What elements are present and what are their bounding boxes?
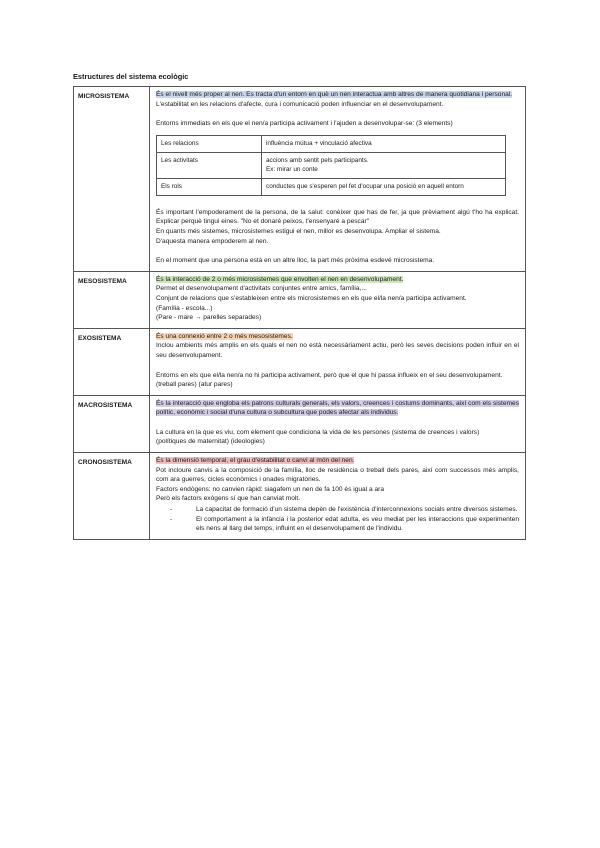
element-value-line: accions amb sentit pels participants. (266, 156, 369, 164)
crono-exogenous: Però els factors exògens sí que han canviat molt. (156, 495, 301, 503)
label-exosistema: EXOSISTEMA (74, 328, 150, 395)
table-row (157, 178, 506, 195)
element-example: Ex: mirar un conte (266, 165, 318, 173)
micro-stability: L'estabilitat en les relacions d'afecte, cura i comunicació poden influenciar en el desenvolupament. (156, 100, 444, 108)
element-key: Les relacions (157, 135, 262, 152)
exo-environments: Inclou ambients més amplis en els quals el nen no està necessàriament actiu, però les seves decisions poden influir en el seu desenvolupament. (156, 342, 519, 359)
crono-list (156, 505, 519, 534)
content-macrosistema (150, 395, 526, 452)
content-microsistema (150, 87, 526, 272)
content-cronosistema (150, 453, 526, 540)
label-microsistema: MICROSISTEMA (74, 87, 150, 272)
ecological-systems-table (73, 86, 526, 540)
macro-culture: La cultura en la que es viu, com element que condiciona la vida de les persones (sistema de creences i valors) (156, 428, 480, 436)
element-value (262, 152, 506, 178)
list-item: - El comportament a la infància i la posterior edat adulta, es veu mediat per les interaccions que experimenten els nens al llarg del temps, influint en el desenvolupament de l'individu. (196, 515, 519, 534)
element-value: influència mútua + vinculació afectiva (262, 135, 506, 152)
meso-relations: Conjunt de relacions que s'estableixen entre els microsistemes en els que el/la nen/a participa activament. (156, 294, 467, 302)
label-macrosistema: MACROSISTEMA (74, 395, 150, 452)
list-item: - La capacitat de formació d'un sistema depèn de l'existència d'interconnexions socials entre diversos sistemes. (196, 505, 519, 515)
meso-definition: És la interacció de 2 o més microsistemes que envolten el nen en desenvolupament. (156, 275, 404, 283)
element-value: conductes que s'esperen pel fet d'ocupar una posició en aquell entorn (262, 178, 506, 195)
micro-elements-table (156, 135, 506, 196)
micro-location: En el moment que una persona està en un altre lloc, la part més pròxima esdevé microsistema. (156, 257, 435, 265)
micro-definition: És el nivell més proper al nen. Es tracta d'un entorn en què un nen interactua amb altres de manera quotidiana i personal. (156, 91, 513, 98)
label-cronosistema: CRONOSISTEMA (74, 453, 150, 540)
row-exosistema (74, 328, 526, 395)
crono-changes: Pot incloure canvis a la composició de la família, lloc de residència o treball dels pares, així com successos més amplis, com ara guerres, cicles econòmics i onades migratòries. (156, 466, 519, 484)
content-exosistema (150, 328, 526, 395)
row-mesosistema (74, 271, 526, 328)
meso-example-1: (Família - escola...) (156, 304, 213, 312)
crono-definition: És la dimensió temporal, el grau d'estabilitat o canvi al món del nen. (156, 457, 355, 465)
exo-participation: Entorns en els que el/la nen/a no hi participa activament, però que el que hi passa influeix en el seu desenvolupament. (156, 371, 503, 379)
micro-expand: En quants més sistemes, microsistemes estigui el nen, millor es desenvolupa. Ampliar el sistema. (156, 227, 441, 235)
row-microsistema (74, 87, 526, 272)
macro-examples: (polítiques de maternitat) (ideologies) (156, 438, 265, 446)
exo-definition: És una connexió entre 2 o més mesosistemes. (156, 332, 293, 340)
document-title: Estructures del sistema ecològic (73, 72, 189, 81)
micro-environments: Entorns immediats en els que el nen/a participa activament i l'ajuden a desenvolupar-se: (3 elements) (156, 120, 453, 128)
table-row (157, 135, 506, 152)
content-mesosistema (150, 271, 526, 328)
meso-activities: Permet el desenvolupament d'activitats conjuntes entre amics, família,... (156, 285, 367, 293)
crono-endogenous: Factors endògens: no canvien ràpid: siagafem un nen de fa 100 és igual a ara (156, 485, 385, 493)
micro-empowerment: És important l'empoderament de la persona, de la salut: conèixer que has de fer, ja que prèviament algú t'ho ha explicat. Explicar perquè tingui eines. "No et donaré peixos, t'ensenyaré a pescar" (156, 208, 519, 226)
row-macrosistema (74, 395, 526, 452)
label-mesosistema: MESOSISTEMA (74, 271, 150, 328)
element-key: Les activitats (157, 152, 262, 178)
micro-empower-child: D'aquesta manera empoderem al nen. (156, 237, 269, 245)
meso-example-2: (Pare - mare → parelles separades) (156, 314, 262, 322)
macro-definition: És la interacció que engloba els patrons culturals generals, els valors, creences i costums dominants, així com els sistemes polític, econòmic i social d'una cultura o subcultura que podes afectar als individus. (156, 399, 519, 417)
table-row (157, 152, 506, 178)
row-cronosistema (74, 453, 526, 540)
element-key: Els rols (157, 178, 262, 195)
exo-examples: (treball pares) (atur pares) (156, 381, 233, 389)
